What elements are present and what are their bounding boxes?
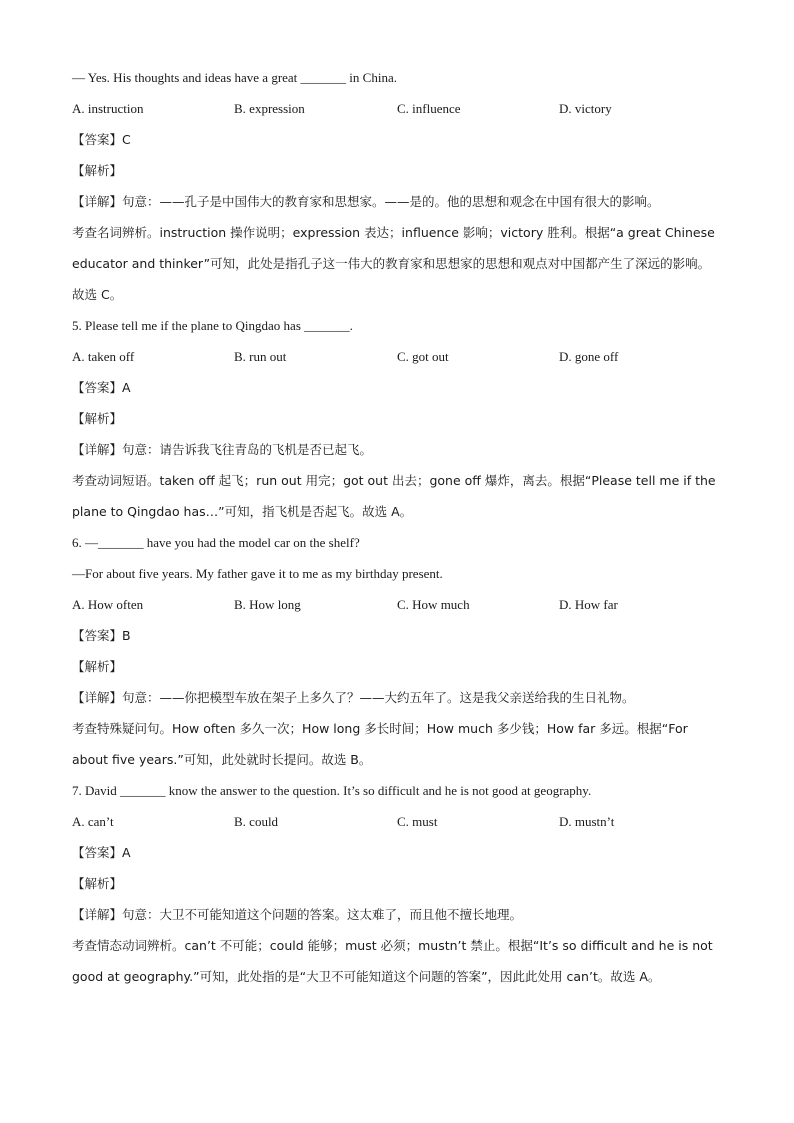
- q7-explanation: 考查情态动词辨析。can’t 不可能；could 能够；must 必须；mustn’t 禁止。根据“It’s so difficult and he is not good at geography.”可知，此处指的是“大卫不可能知道这个问题的答案”，因此此处用 can’t。故选 A。: [72, 938, 713, 984]
- q7-detail: 【详解】句意：大卫不可能知道这个问题的答案。这太难了，而且他不擅长地理。: [72, 907, 523, 922]
- q5-answer: 【答案】A: [72, 380, 131, 395]
- q5-analysis-label: 【解析】: [72, 411, 123, 426]
- q4-option-d: D. victory: [559, 101, 612, 116]
- q7-analysis-label: 【解析】: [72, 876, 123, 891]
- q6-option-c: C. How much: [397, 597, 470, 612]
- q6-explanation: 考查特殊疑问句。How often 多久一次；How long 多长时间；How much 多少钱；How far 多远。根据“For about five years.”可知，此处就时长提问。故选 B。: [72, 721, 688, 767]
- document-page: [72, 62, 722, 992]
- q5-option-b: B. run out: [234, 349, 287, 364]
- q6-answer: 【答案】B: [72, 628, 131, 643]
- q4-answer: 【答案】C: [72, 132, 131, 147]
- q5-option-a: A. taken off: [72, 349, 135, 364]
- q5-options: [72, 341, 722, 372]
- q6-analysis-label: 【解析】: [72, 659, 123, 674]
- q6-detail: 【详解】句意：——你把模型车放在架子上多久了？——大约五年了。这是我父亲送给我的生日礼物。: [72, 690, 635, 705]
- q4-detail: 【详解】句意：——孔子是中国伟大的教育家和思想家。——是的。他的思想和观念在中国有很大的影响。: [72, 194, 660, 209]
- q5-option-d: D. gone off: [559, 349, 619, 364]
- q5-explanation: 考查动词短语。taken off 起飞；run out 用完；got out 出去；gone off 爆炸，离去。根据“Please tell me if the plane to Qingdao has…”可知，指飞机是否起飞。故选 A。: [72, 473, 716, 519]
- q5-option-c: C. got out: [397, 349, 449, 364]
- q6-option-b: B. How long: [234, 597, 301, 612]
- q4-analysis-label: 【解析】: [72, 163, 123, 178]
- q6-reply: —For about five years. My father gave it to me as my birthday present.: [72, 566, 443, 581]
- q7-question: 7. David _______ know the answer to the question. It’s so difficult and he is not good at geography.: [72, 783, 592, 798]
- q6-option-a: A. How often: [72, 597, 144, 612]
- q4-option-a: A. instruction: [72, 101, 144, 116]
- q5-detail: 【详解】句意：请告诉我飞往青岛的飞机是否已起飞。: [72, 442, 373, 457]
- q4-option-c: C. influence: [397, 101, 461, 116]
- q7-answer: 【答案】A: [72, 845, 131, 860]
- q7-option-d: D. mustn’t: [559, 814, 615, 829]
- q4-dialogue-line: — Yes. His thoughts and ideas have a great _______ in China.: [72, 70, 397, 85]
- q6-option-d: D. How far: [559, 597, 618, 612]
- q7-options: [72, 806, 722, 837]
- q4-explanation: 考查名词辨析。instruction 操作说明；expression 表达；influence 影响；victory 胜利。根据“a great Chinese educator and thinker”可知，此处是指孔子这一伟大的教育家和思想家的思想和观点对中国都产生了深远的影响。故选 C。: [72, 225, 715, 302]
- q4-option-b: B. expression: [234, 101, 305, 116]
- q4-options: [72, 93, 722, 124]
- q7-option-b: B. could: [234, 814, 279, 829]
- q5-question: 5. Please tell me if the plane to Qingdao has _______.: [72, 318, 353, 333]
- q6-options: [72, 589, 722, 620]
- q7-option-a: A. can’t: [72, 814, 114, 829]
- q6-question: 6. —_______ have you had the model car on the shelf?: [72, 535, 360, 550]
- q7-option-c: C. must: [397, 814, 438, 829]
